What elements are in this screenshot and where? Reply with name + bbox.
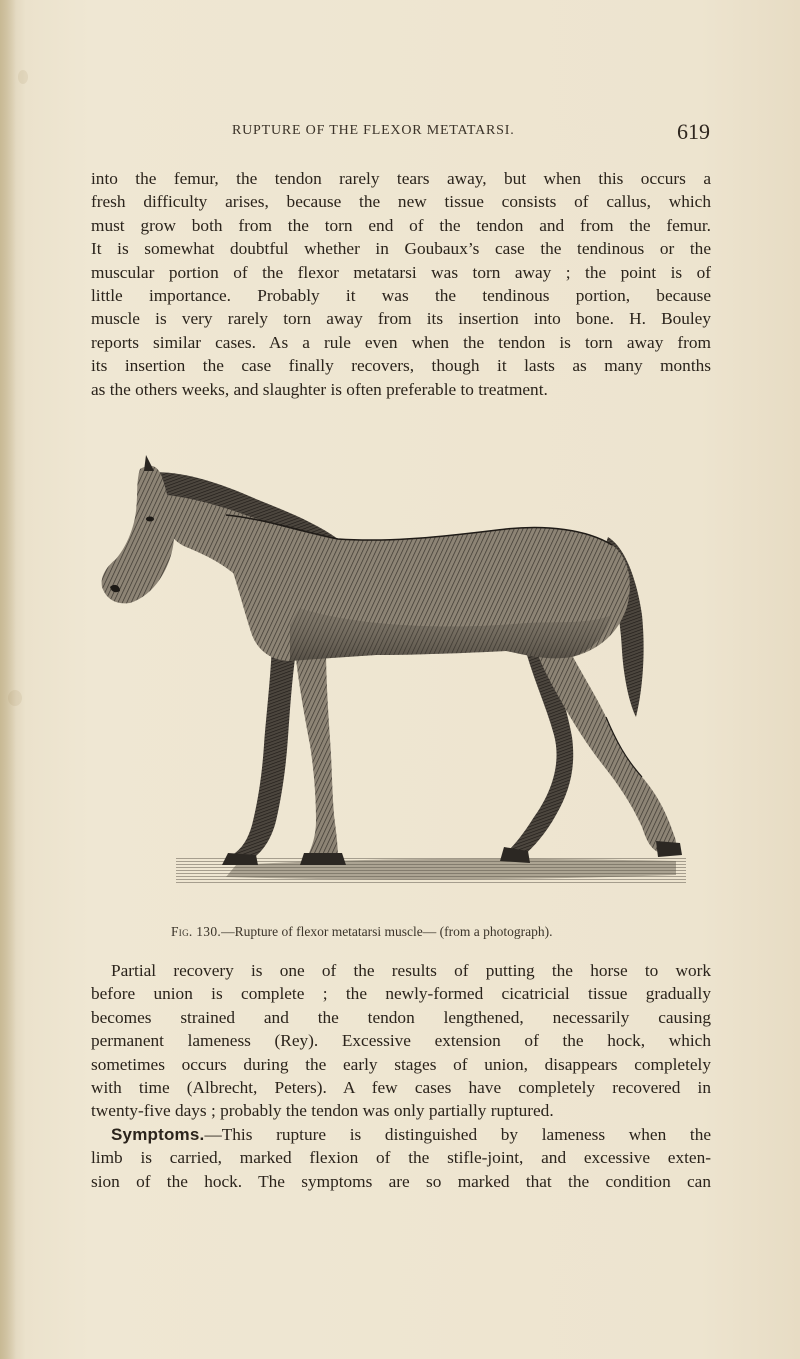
text-line: into the femur, the tendon rarely tears away, but when this occurs a: [91, 169, 711, 188]
horse-head: [102, 466, 174, 604]
text-line: before union is complete ; the newly-formed cicatricial tissue gradually: [91, 984, 711, 1004]
page-number: 619: [677, 119, 710, 144]
horse-illustration: [76, 455, 696, 890]
text-line: muscular portion of the flexor metatarsi was torn away ; the point is of: [91, 262, 711, 282]
text-line: muscle is very rarely torn away from its insertion into bone. H. Bouley: [91, 309, 711, 329]
text-line-continuation: —This rupture is distinguished by lameness when the: [204, 1124, 711, 1144]
horse-hoof-front-far: [222, 853, 258, 865]
paragraph-symptoms: [91, 1123, 711, 1146]
horse-ear: [144, 455, 154, 471]
text-line: must grow both from the torn end of the tendon and from the femur.: [91, 215, 711, 235]
running-title: RUPTURE OF THE FLEXOR METATARSI.: [232, 123, 515, 138]
figure-caption: [171, 924, 691, 940]
text-line: becomes strained and the tendon lengthened, necessarily causing: [91, 1007, 711, 1027]
text-line: reports similar cases. As a rule even when the tendon is torn away from: [91, 332, 711, 352]
horse-far-foreleg: [232, 645, 296, 859]
section-heading-symptoms: Symptoms.: [111, 1124, 205, 1144]
figure-caption-text: —Rupture of flexor metatarsi muscle— (from a photograph).: [221, 924, 553, 939]
lower-text-block: [91, 959, 711, 1193]
paragraph-femur-tendon: [91, 167, 711, 401]
text-line: [91, 1123, 711, 1146]
text-line: sometimes occurs during the early stages of union, disappears completely: [91, 1054, 711, 1074]
paper-stain: [18, 70, 28, 84]
text-line: fresh difficulty arises, because the new tissue consists of callus, which: [91, 192, 711, 212]
text-line: twenty-five days ; probably the tendon was only partially ruptured.: [91, 1101, 554, 1121]
horse-hoof-hind-near: [656, 841, 682, 857]
horse-engraving-figure: [76, 455, 696, 890]
paper-stain: [8, 690, 22, 706]
horse-hoof-front-near: [300, 853, 346, 865]
text-line: with time (Albrecht, Peters). A few cases have completely recovered in: [91, 1078, 711, 1098]
horse-eye: [146, 517, 154, 522]
paragraph-partial-recovery: [91, 959, 711, 982]
text-line: little importance. Probably it was the tendinous portion, because: [91, 286, 711, 306]
text-line: limb is carried, marked flexion of the stifle-joint, and excessive exten-: [91, 1148, 711, 1168]
text-line: sion of the hock. The symptoms are so marked that the condition can: [91, 1171, 711, 1191]
text-line: its insertion the case finally recovers, though it lasts as many months: [91, 356, 711, 376]
text-line: Partial recovery is one of the results of putting the horse to work: [111, 961, 711, 980]
text-line: It is somewhat doubtful whether in Goubaux’s case the tendinous or the: [91, 239, 711, 259]
text-line: permanent lameness (Rey). Excessive extension of the hock, which: [91, 1031, 711, 1051]
running-head: [92, 119, 710, 147]
text-line: as the others weeks, and slaughter is often preferable to treatment.: [91, 379, 548, 399]
horse-near-foreleg: [294, 641, 338, 859]
figure-label: Fig. 130.: [171, 924, 222, 939]
spine-shadow: [0, 0, 16, 1359]
